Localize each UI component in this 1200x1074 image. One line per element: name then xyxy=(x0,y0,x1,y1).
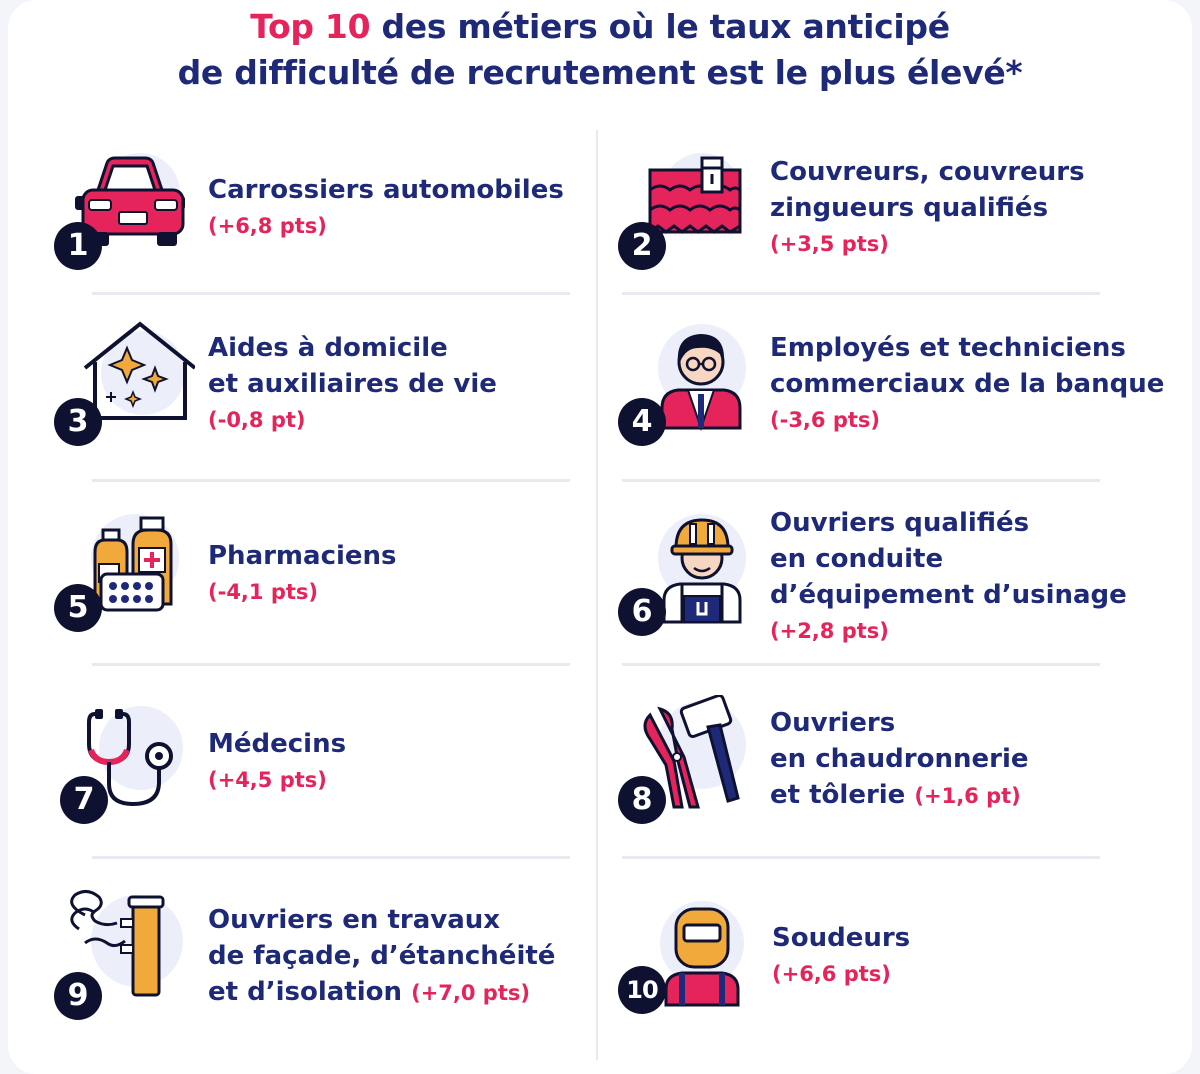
item-9-text xyxy=(208,902,555,1011)
job-title: Ouvriers xyxy=(770,708,896,738)
rank-badge: 3 xyxy=(54,398,102,446)
item-8-text xyxy=(770,705,1029,814)
rank-badge: 10 xyxy=(618,966,666,1014)
job-title: d’équipement d’usinage xyxy=(770,580,1127,610)
job-title: zingueurs qualifiés xyxy=(770,193,1049,223)
title-line1: des métiers où le taux anticipé xyxy=(370,7,950,46)
rank-badge: 1 xyxy=(54,222,102,270)
row-divider xyxy=(92,856,570,859)
points-change: (+3,5 pts) xyxy=(770,232,889,256)
job-title: Ouvriers qualifiés xyxy=(770,508,1030,538)
item-1-text xyxy=(208,172,564,244)
row-divider xyxy=(622,479,1100,482)
rank-badge: 8 xyxy=(618,776,666,824)
points-change: (+7,0 pts) xyxy=(411,981,530,1005)
points-change: (+6,6 pts) xyxy=(772,962,891,986)
row-divider xyxy=(92,292,570,295)
item-7-text xyxy=(208,726,346,798)
job-title: en chaudronnerie xyxy=(770,744,1029,774)
job-title: de façade, d’étanchéité xyxy=(208,941,556,971)
points-change: (+6,8 pts) xyxy=(208,214,327,238)
job-title: et auxiliaires de vie xyxy=(208,369,497,399)
job-title: en conduite xyxy=(770,544,944,574)
title-line2: de difficulté de recrutement est le plus élevé* xyxy=(177,53,1023,92)
row-divider xyxy=(622,292,1100,295)
row-divider xyxy=(92,479,570,482)
job-title: et d’isolation xyxy=(208,977,403,1007)
points-change: (-3,6 pts) xyxy=(770,408,880,432)
job-title: et tôlerie xyxy=(770,780,906,810)
column-divider xyxy=(596,130,598,1060)
points-change: (+1,6 pt) xyxy=(914,784,1021,808)
item-4-text xyxy=(770,330,1164,438)
job-title: Couvreurs, couvreurs xyxy=(770,157,1085,187)
item-5-text xyxy=(208,538,397,610)
rank-badge: 6 xyxy=(618,588,666,636)
rank-badge: 9 xyxy=(54,972,102,1020)
points-change: (+4,5 pts) xyxy=(208,768,327,792)
job-title: Pharmaciens xyxy=(208,541,397,571)
rank-badge: 7 xyxy=(60,776,108,824)
page-title xyxy=(0,4,1200,96)
job-title: Ouvriers en travaux xyxy=(208,905,501,935)
rank-badge: 4 xyxy=(618,398,666,446)
job-title: Carrossiers automobiles xyxy=(208,175,564,205)
rank-badge: 2 xyxy=(618,222,666,270)
points-change: (-4,1 pts) xyxy=(208,580,318,604)
row-divider xyxy=(92,663,570,666)
job-title: Médecins xyxy=(208,729,347,759)
item-2-text xyxy=(770,154,1085,262)
item-6-text xyxy=(770,505,1127,649)
row-divider xyxy=(622,663,1100,666)
job-title: commerciaux de la banque xyxy=(770,369,1165,399)
item-3-text xyxy=(208,330,497,438)
row-divider xyxy=(622,856,1100,859)
job-title: Aides à domicile xyxy=(208,333,448,363)
item-10-text xyxy=(772,920,910,992)
title-accent: Top 10 xyxy=(250,7,371,46)
rank-badge: 5 xyxy=(54,584,102,632)
job-title: Soudeurs xyxy=(772,923,911,953)
job-title: Employés et techniciens xyxy=(770,333,1126,363)
points-change: (-0,8 pt) xyxy=(208,408,306,432)
points-change: (+2,8 pts) xyxy=(770,619,889,643)
